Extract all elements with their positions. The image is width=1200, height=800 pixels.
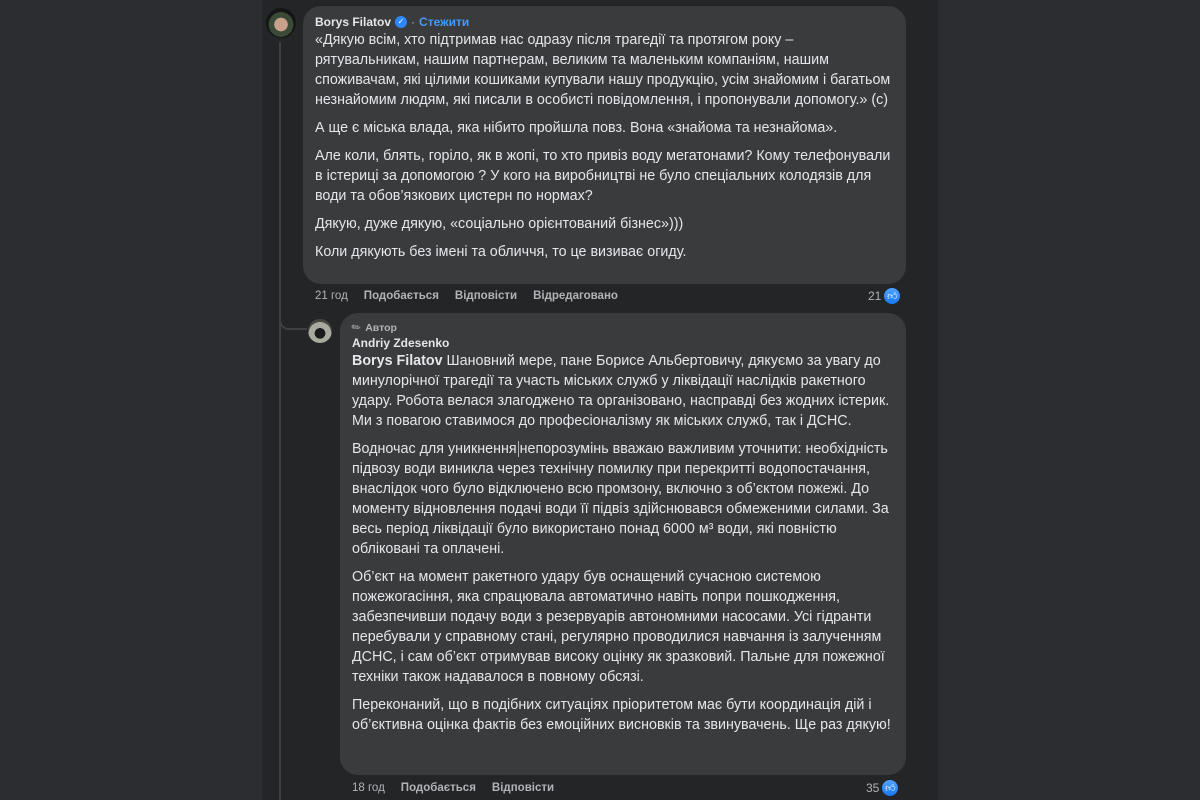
reply-actions xyxy=(352,781,554,795)
thread-line xyxy=(279,42,281,800)
follow-button[interactable]: Стежити xyxy=(419,15,470,29)
timestamp[interactable]: 18 год xyxy=(352,782,385,794)
comment-bubble-reply xyxy=(340,313,906,775)
separator: · xyxy=(411,15,416,29)
like-button[interactable]: Подобається xyxy=(363,290,439,302)
comment-text xyxy=(315,30,894,262)
mention-link[interactable]: Borys Filatov xyxy=(352,353,443,369)
author-badge xyxy=(349,320,894,336)
comment-actions xyxy=(315,289,618,303)
author-badge-label: Автор xyxy=(365,322,397,334)
like-icon: 👍︎ xyxy=(881,779,899,797)
avatar-borys-filatov[interactable] xyxy=(266,8,296,38)
author-name[interactable]: Borys Filatov xyxy=(315,15,392,29)
panel-scrollbar-track[interactable] xyxy=(938,0,942,800)
thread-branch xyxy=(279,314,307,330)
reply-paragraph: Об’єкт на момент ракетного удару був оснащений сучасною системою пожежогасіння, яка спрацювала автоматично навіть попри пошкодження, забезпечивши подачу води з резервуарів автономними насосами. Усі гідранти перебували у справному стані, регулярно проводилися навчання із залученням ДСНС, і сам об’єкт отримував високу оцінку як зразковий. Пальне для пожежної техніки також надавалося в повному обсязі. xyxy=(352,569,885,685)
reaction-count: 21 xyxy=(868,289,882,303)
like-icon: 👍︎ xyxy=(883,287,901,305)
timestamp[interactable]: 21 год xyxy=(315,290,348,302)
comment-paragraph: Коли дякують без імені та обличчя, то це визиває огиду. xyxy=(315,244,687,260)
reaction-summary[interactable] xyxy=(866,779,899,797)
reply-paragraph: Borys Filatov Шановний мере, пане Борисе Альбертовичу, дякуємо за увагу до минулорічної трагедії та участь міських служб у ліквідації наслідків ракетного удару. Робота велася злагоджено та організовано, насправді без жодних істерик. Ми з повагою ставимося до професіоналізму як міських служб, так і ДСНС. xyxy=(352,353,890,429)
edited-label[interactable]: Відредаговано xyxy=(533,290,618,302)
reply-button[interactable]: Відповісти xyxy=(491,782,555,794)
reply-paragraph: Переконаний, що в подібних ситуаціях пріоритетом має бути координація дій і об’єктивна оцінка фактів без емоційних висновків та звинувачень. Ще раз дякую! xyxy=(352,697,891,733)
comment-bubble-main xyxy=(303,6,906,284)
reaction-count: 35 xyxy=(866,781,880,795)
reply-header xyxy=(352,335,894,351)
avatar-andriy-zdesenko[interactable] xyxy=(308,319,332,343)
reply-text xyxy=(352,351,894,735)
like-button[interactable]: Подобається xyxy=(400,782,476,794)
microphone-icon: ✎ xyxy=(349,320,364,336)
comment-paragraph: «Дякую всім, хто підтримав нас одразу після трагедії та протягом року – рятувальникам, нашим партнерам, великим та маленьким компаніям, нашим споживачам, які цілими кошиками купували нашу продукцію, усім знайомим і багатьом незнайомим людям, які писали в особисті повідомлення, і пропонували допомогу.» (с) xyxy=(315,32,891,108)
comment-paragraph: Дякую, дуже дякую, «соціально орієнтований бізнес»))) xyxy=(315,216,684,232)
comment-header xyxy=(315,14,894,30)
reply-paragraph: Водночас для уникнення непорозумінь вважаю важливим уточнити: необхідність підвозу води виникла через технічну помилку при перекритті водопостачання, внаслідок чого було відключено всю промзону, включно з об’єктом пожежі. До моменту відновлення подачі води її підвіз здійснювався обмеженими силами. За весь період ліквідації було використано понад 6000 м³ води, які повністю обліковані та оплачені. xyxy=(352,441,889,557)
text-cursor xyxy=(518,441,519,457)
comment-paragraph: Але коли, блять, горіло, як в жопі, то хто привіз воду мегатонами? Кому телефонували в істериці за допомогою ? У кого на виробництві не було спеціальних колодязів для води та обов’язкових цистерн по нормах? xyxy=(315,148,891,204)
verified-badge-icon: ✓ xyxy=(395,16,407,28)
reply-button[interactable]: Відповісти xyxy=(454,290,518,302)
reaction-summary[interactable] xyxy=(868,287,901,305)
comment-paragraph: А ще є міська влада, яка нібито пройшла повз. Вона «знайома та незнайома». xyxy=(315,120,838,136)
author-name[interactable]: Andriy Zdesenko xyxy=(352,336,450,350)
